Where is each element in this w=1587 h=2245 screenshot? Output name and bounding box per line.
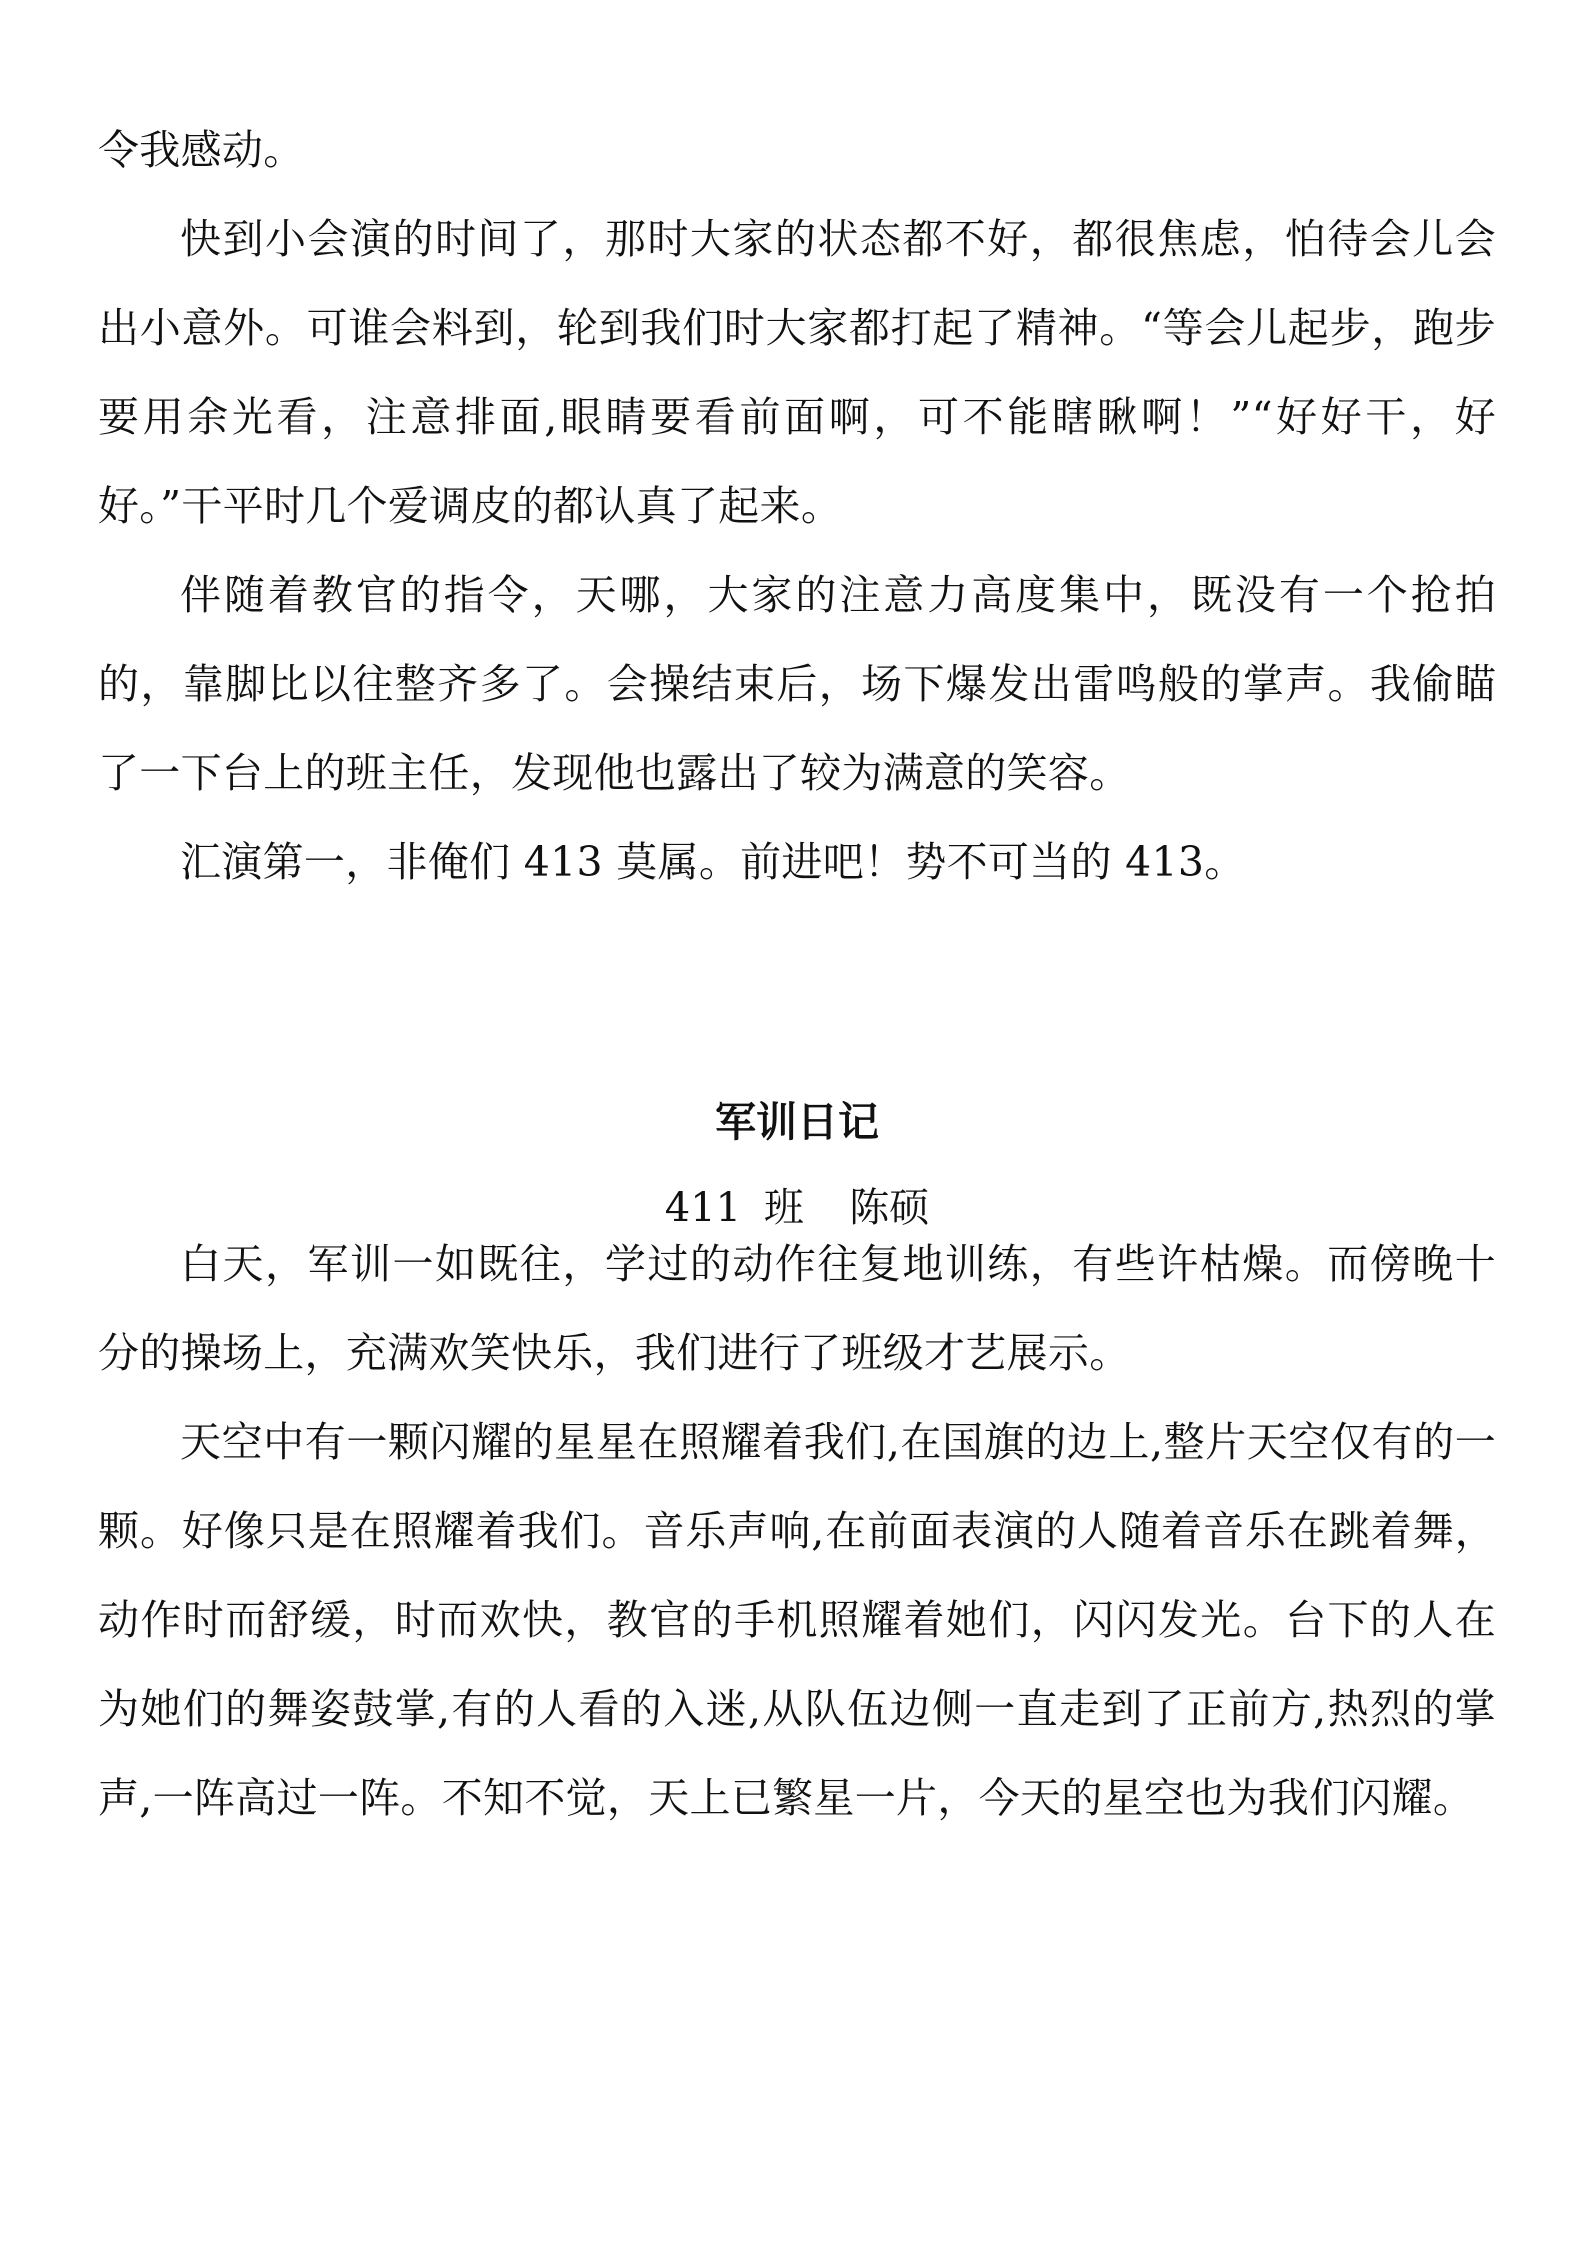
paragraph: 汇演第一，非俺们 413 莫属。前进吧！势不可当的 413。	[180, 838, 1246, 886]
paragraph: 白天，军训一如既往，学过的动作往复地训练，有些许枯燥。而傍晚十分的操场上，充满欢笑快乐，我们进行了班级才艺展示。	[98, 1240, 1496, 1377]
paragraph: 令我感动。	[98, 126, 305, 174]
paragraph: 天空中有一颗闪耀的星星在照耀着我们,在国旗的边上,整片天空仅有的一颗。好像只是在照耀着我们。音乐声响,在前面表演的人随着音乐在跳着舞，动作时而舒缓，时而欢快，教官的手机照耀着她们，闪闪发光。台下的人在为她们的舞姿鼓掌,有的人看的入迷,从队伍边侧一直走到了正前方,热烈的掌声,一阵高过一阵。不知不觉，天上已繁星一片，今天的星空也为我们闪耀。	[98, 1418, 1496, 1822]
essay-byline: 411 班 陈硕	[664, 1185, 930, 1231]
previous-essay-continuation	[98, 106, 1496, 907]
paragraph: 伴随着教官的指令，天哪，大家的注意力高度集中，既没有一个抢拍的，靠脚比以往整齐多了。会操结束后，场下爆发出雷鸣般的掌声。我偷瞄了一下台上的班主任，发现他也露出了较为满意的笑容。	[98, 571, 1496, 797]
essay-title: 军训日记	[715, 1098, 879, 1146]
paragraph: 快到小会演的时间了，那时大家的状态都不好，都很焦虑，怕待会儿会出小意外。可谁会料到，轮到我们时大家都打起了精神。“等会儿起步，跑步要用余光看，注意排面,眼睛要看前面啊，可不能瞎瞅啊！”“好好干，好好。”干平时几个爱调皮的都认真了起来。	[98, 215, 1496, 530]
essay-body	[98, 1220, 1496, 1843]
